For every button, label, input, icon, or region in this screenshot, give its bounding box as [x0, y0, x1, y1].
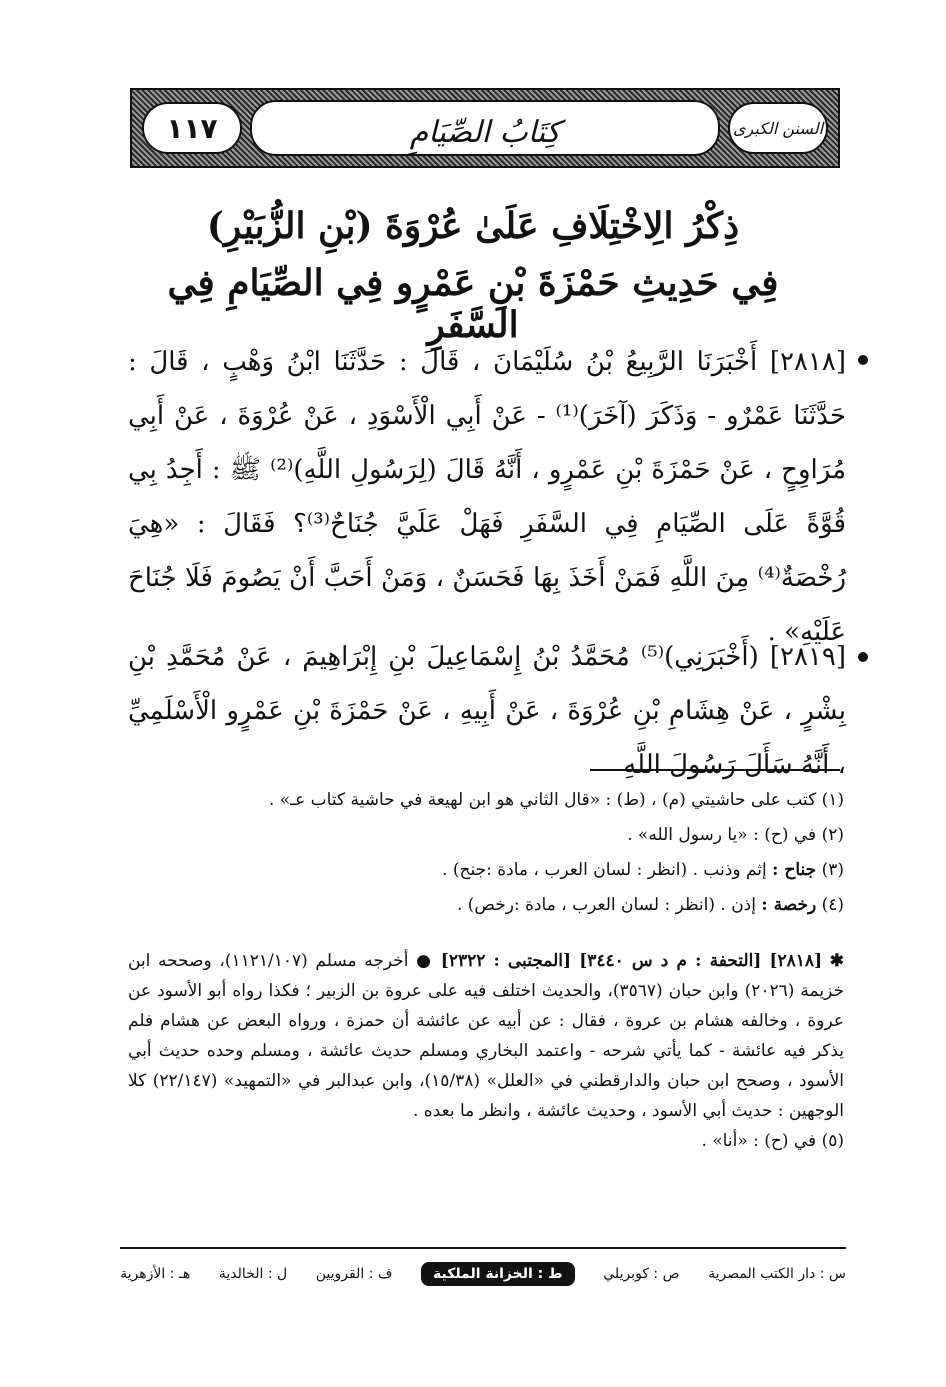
- book-logo: السنن الكبرى: [732, 118, 824, 138]
- legend-item: ل : الخالدية: [218, 1266, 288, 1282]
- takhrij-note: [128, 946, 844, 1156]
- takhrij-head: [٢٨١٨] [التحفة : م د س ٣٤٤٠] [المجتبى : ٢٣٢٢]: [440, 951, 823, 971]
- bullet-icon: [858, 652, 868, 662]
- footnote: [148, 853, 844, 888]
- legend-item-highlighted: ط : الخزانة الملكية: [421, 1262, 575, 1286]
- asterisk-icon: ✱: [829, 951, 844, 971]
- legend-item: س : دار الكتب المصرية: [708, 1266, 846, 1282]
- footnote-text: في (ح) : «يا رسول الله» .: [627, 825, 817, 845]
- footnote-number: (١): [821, 790, 844, 810]
- page-number: ١١٧: [166, 111, 218, 145]
- footnote: [148, 818, 844, 853]
- takhrij-text: أخرجه مسلم (١١٢١/١٠٧)، وصححه ابن خزيمة (٢٠٢٦) وابن حبان (٣٥٦٧)، والحديث اختلف فيه على عروة بن الزبير ؛ فكذا رواه أبو الأسود عن عروة ، وخالفه هشام بن عروة ، فقال : عن أبيه عن عائشة أن حمزة ، ورواه البعض عن هشام فلم يذكر فيه عائشة - كما يأتي شرحه - واعتمد البخاري ومسلم حديث عائشة ، ومسلم وحده حديث أبي الأسود ، وصحح ابن حبان والدارقطني في «العلل» (١٥/٣٨)، وابن عبدالبر في «التمهيد» (٢٢/١٤٧) كلا الوجهين : حديث أبي الأسود ، وحديث عائشة ، وانظر ما بعده .: [128, 951, 844, 1121]
- footnote-number: (٢): [821, 825, 844, 845]
- footnotes: [148, 783, 844, 923]
- legend-item: ص : كوبريلي: [603, 1266, 680, 1282]
- manuscript-legend: [120, 1256, 846, 1292]
- footer-rule: [120, 1247, 846, 1249]
- footnote-5: (٥) في (ح) : «أنا» .: [701, 1131, 844, 1151]
- footnote: [148, 888, 844, 923]
- page-number-badge: [142, 102, 242, 154]
- footnote: [148, 783, 844, 818]
- footnote-text: كتب على حاشيتي (م) ، (ط) : «قال الثاني هو ابن لهيعة في حاشية كتاب عـ» .: [268, 790, 817, 810]
- footnote-text: إذن . (انظر : لسان العرب ، مادة :رخص) .: [456, 895, 756, 915]
- legend-item: هـ : الأزهرية: [120, 1266, 191, 1282]
- chapter-frame: [250, 100, 720, 156]
- chapter-title: كِتَابُ الصِّيَامِ: [409, 115, 561, 150]
- section-title-line-2: فِي حَدِيثِ حَمْزَةَ بْنِ عَمْرٍو فِي الصِّيَامِ فِي السَّفَرِ: [167, 262, 779, 346]
- bullet-icon: [858, 355, 868, 365]
- footnote-term: رخصة :: [761, 895, 817, 915]
- footnote-number: (٣): [821, 860, 844, 880]
- hadith-2819: [128, 630, 846, 780]
- footnote-term: جناح :: [772, 860, 817, 880]
- footnote-number: (٤): [821, 895, 844, 915]
- hadith-2818: [128, 335, 847, 647]
- hadith-text: [٢٨١٨] أَخْبَرَنَا الرَّبِيعُ بْنُ سُلَيْمَانَ ، قَالَ : حَدَّثَنَا ابْنُ وَهْبٍ ، قَالَ : حَدَّثَنَا عَمْرٌو - وَذَكَرَ (آخَرَ)⁽¹⁾ - عَنْ أَبِي الْأَسْوَدِ ، عَنْ عُرْوَةَ ، عَنْ أَبِي مُرَاوِحٍ ، عَنْ حَمْزَةَ بْنِ عَمْرٍو ، أَنَّهُ قَالَ (لِرَسُولِ اللَّهِ)⁽²⁾ ﷺ : أَجِدُ بِي قُوَّةً عَلَى الصِّيَامِ فِي السَّفَرِ فَهَلْ عَلَيَّ جُنَاحٌ⁽³⁾؟ فَقَالَ : «هِيَ رُخْصَةٌ⁽⁴⁾ مِنَ اللَّهِ فَمَنْ أَخَذَ بِهَا فَحَسَنٌ ، وَمَنْ أَحَبَّ أَنْ يَصُومَ فَلَا جُنَاحَ عَلَيْهِ» .: [128, 347, 847, 647]
- page-header: [130, 88, 840, 168]
- footnote-separator: [590, 769, 840, 771]
- section-title-line-1: ذِكْرُ الِاخْتِلَافِ عَلَىٰ عُرْوَةَ (بْنِ الزُّبَيْرِ): [206, 205, 740, 247]
- hadith-text: [٢٨١٩] (أَخْبَرَنِي)⁽⁵⁾ مُحَمَّدُ بْنُ إِسْمَاعِيلَ بْنِ إِبْرَاهِيمَ ، عَنْ مُحَمَّدِ بْنِ بِشْرٍ ، عَنْ هِشَامِ بْنِ عُرْوَةَ ، عَنْ أَبِيهِ ، عَنْ حَمْزَةَ بْنِ عَمْرٍو الْأَسْلَمِيِّ ، أَنَّهُ سَأَلَ رَسُولَ اللَّهِ: [128, 642, 846, 780]
- legend-item: ف : القرويين: [315, 1266, 393, 1282]
- bullet-icon: ●: [416, 951, 434, 971]
- book-logo-badge: [728, 102, 828, 154]
- footnote-text: إثم وذنب . (انظر : لسان العرب ، مادة :جنح) .: [442, 860, 767, 880]
